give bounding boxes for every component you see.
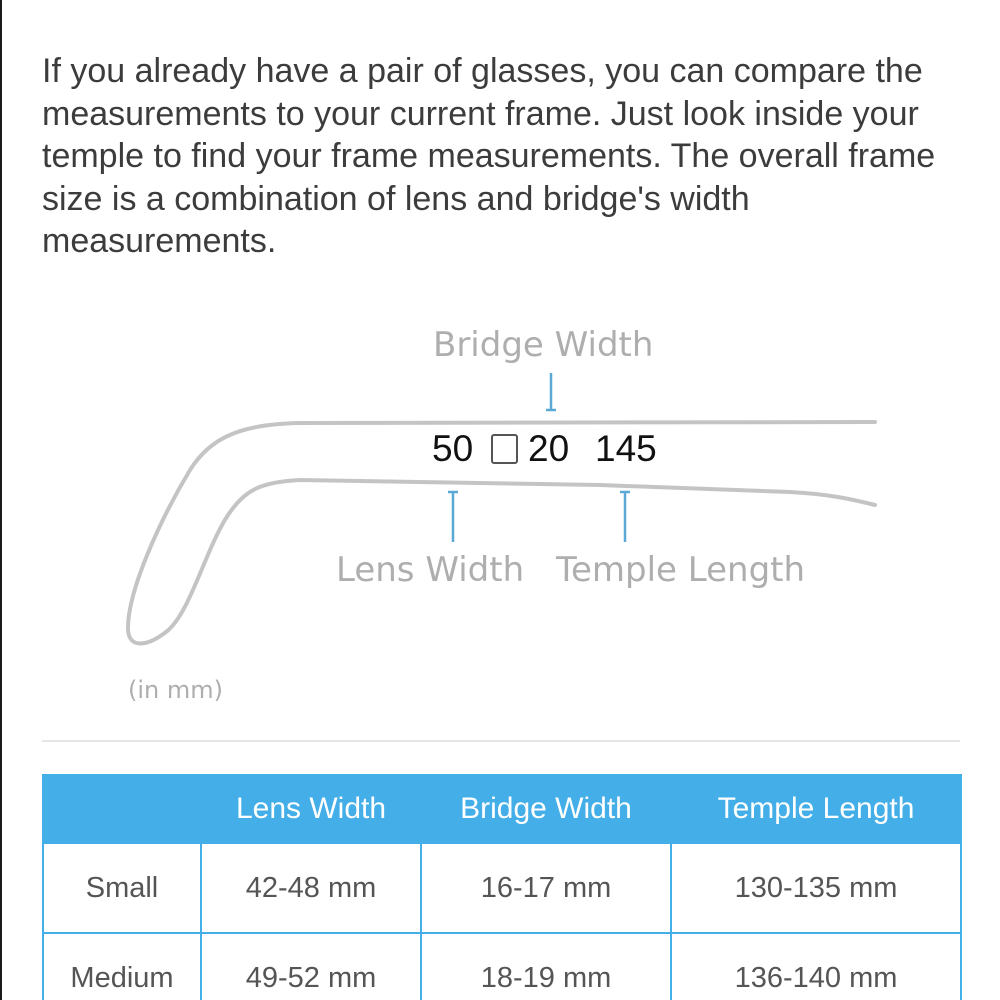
unit-note: (in mm) (128, 676, 223, 704)
header-bridge-width: Bridge Width (421, 775, 671, 843)
code-bridge-value: 20 (528, 428, 570, 469)
frame-size-table (42, 774, 962, 1000)
row-bridge-width: 16-17 mm (421, 843, 671, 933)
row-bridge-width: 18-19 mm (421, 933, 671, 1000)
table-row (43, 933, 961, 1000)
row-temple-length: 136-140 mm (671, 933, 961, 1000)
row-temple-length: 130-135 mm (671, 843, 961, 933)
table-row (43, 843, 961, 933)
intro-text: If you already have a pair of glasses, you can compare the measurements to your current frame. Just look inside your temple to find your frame measurements. The overall frame size is a combination of lens and bridge's width measurements. (42, 52, 936, 260)
temple-arm-illustration (0, 310, 1000, 720)
row-lens-width: 42-48 mm (201, 843, 421, 933)
code-temple-value: 145 (595, 428, 657, 469)
temple-length-label: Temple Length (556, 550, 806, 590)
code-lens-value: 50 (432, 428, 474, 469)
row-lens-width: 49-52 mm (201, 933, 421, 1000)
header-size (43, 775, 201, 843)
header-lens-width: Lens Width (201, 775, 421, 843)
section-divider (42, 740, 960, 742)
frame-measurement-diagram (0, 310, 1000, 720)
row-size-label: Small (43, 843, 201, 933)
table-header-row (43, 775, 961, 843)
square-symbol-icon (491, 434, 518, 464)
header-temple-length: Temple Length (671, 775, 961, 843)
row-size-label: Medium (43, 933, 201, 1000)
lens-width-label: Lens Width (336, 550, 525, 590)
bridge-width-label: Bridge Width (433, 325, 654, 365)
